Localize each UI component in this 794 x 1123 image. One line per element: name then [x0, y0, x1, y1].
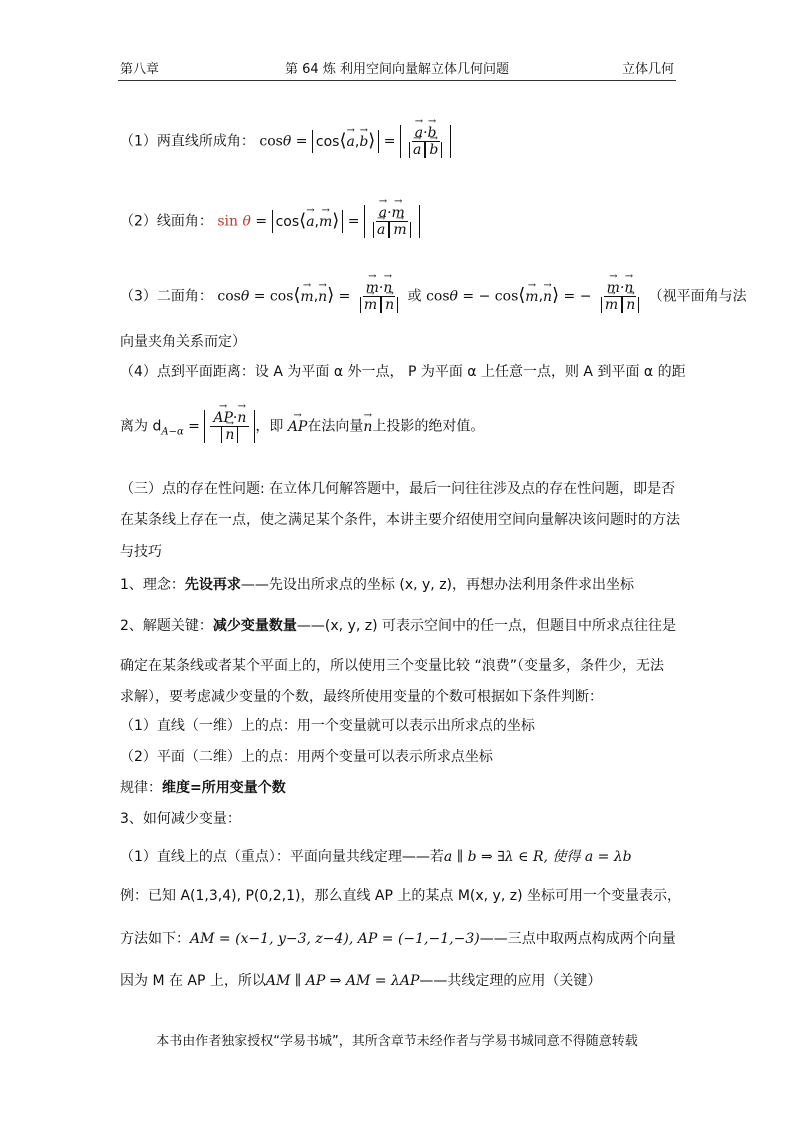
dihedral-note-cont: 向量夹角关系而定） [120, 334, 246, 350]
dihedral-label: （3）二面角： [120, 288, 213, 305]
distance-mid: ，即 [255, 418, 284, 435]
step3-item-1 [120, 846, 632, 868]
step2-cont-1: 确定在某条线或者某个平面上的，所以使用三个变量比较 “浪费”（变量多，条件少，无法 [120, 658, 664, 674]
step2-text: ——(x, y, z) 可表示空间中的任一点，但题目中所求点往往是 [296, 618, 677, 634]
step1-text: ——先设出所求点的坐标 (x, y, z)，再想办法利用条件求出坐标 [240, 577, 635, 593]
example2-suffix: ——三点中取两点构成两个向量 [479, 931, 676, 947]
distance-def: （4）点到平面距离：设 A 为平面 α 外一点， P 为平面 α 上任意一点，则 A 到平面 α 的距 [120, 364, 686, 380]
example3-prefix: 因为 M 在 AP 上，所以 [120, 973, 266, 989]
step2-item-2: （2）平面（二维）上的点：用两个变量可以表示所求点坐标 [120, 749, 493, 765]
header-rule [118, 80, 676, 81]
or-word: 或 [407, 288, 422, 305]
step3-item1-text: （1）直线上的点（重点）：平面向量共线定理——若 [120, 849, 444, 865]
formula-distance: 离为 $d_{A-\alpha}$ = → AP·→ n → n ，即 → AP在法向量→ n上投影的绝对值。 [120, 410, 484, 444]
distance-subscript: A−α [161, 426, 184, 438]
distance-label: 离为 d [120, 418, 162, 435]
example3-formula: AM ∥ AP ⇒ AM = λAP [265, 973, 420, 989]
step2-keyword: 减少变量数量 [212, 618, 297, 634]
step2-cont-2: 求解），要考虑减少变量的个数，最终所使用变量的个数可根据如下条件判断： [120, 689, 603, 705]
example-3 [120, 970, 601, 992]
example-2 [120, 928, 676, 950]
example2-prefix: 方法如下： [120, 931, 190, 947]
section3-para-3: 与技巧 [120, 544, 162, 560]
step2-prefix: 2、解题关键： [120, 618, 213, 634]
step-1 [120, 574, 634, 596]
distance-end: 上投影的绝对值。 [372, 418, 485, 435]
step-3: 3、如何减少变量： [120, 811, 241, 827]
section3-para-1: （三）点的存在性问题: 在立体几何解答题中，最后一问往往涉及点的存在性问题，即是否 [120, 481, 676, 497]
example2-formula: AM = (x−1, y−3, z−4), AP = (−1,−1,−3) [190, 931, 480, 947]
formula-dihedral: （3）二面角： cosθ = cos⟨→ m,→ n⟩ = → m·→ n → m→ n 或 cosθ = − cos⟨→ m,→ n⟩ = − → m·→ n → m→ n （视平面角与法 [120, 280, 747, 313]
header-chapter: 第八章 [120, 62, 160, 77]
formula-line-angle: （1）两直线所成角： cosθ = cos⟨→ a,→ b⟩ = → a·→ b → a→ b [120, 125, 451, 158]
step2-item-1: （1）直线（一维）上的点：用一个变量就可以表示出所求点的坐标 [120, 718, 535, 734]
header-title: 第 64 炼 利用空间向量解立体几何问题 [285, 62, 509, 77]
step1-prefix: 1、理念： [120, 577, 185, 593]
copyright-footer: 本书由作者独家授权“学易书城”，其所含章节未经作者与学易书城同意不得随意转载 [156, 1034, 638, 1049]
section3-para-2: 在某条线上存在一点，使之满足某个条件，本讲主要介绍使用空间向量解决该问题时的方法 [120, 512, 680, 528]
collinear-formula: a ∥ b ⇒ ∃λ ∈ R, 使得 a = λb [443, 849, 632, 865]
dihedral-note: （视平面角与法 [648, 288, 747, 305]
rule-line [120, 777, 286, 799]
rule-text: 维度=所用变量个数 [162, 780, 286, 796]
step-2 [120, 615, 676, 637]
formula-line-plane: （2）线面角： sin θ = cos⟨→ a,→ m⟩ = → a·→ m → a→ m [120, 205, 420, 238]
line-plane-label: （2）线面角： [120, 213, 213, 230]
distance-suffix: 在法向量 [307, 418, 364, 435]
header-subject: 立体几何 [621, 62, 674, 77]
step1-keyword: 先设再求 [184, 577, 241, 593]
example-1: 例：已知 A(1,3,4), P(0,2,1)，那么直线 AP 上的某点 M(x, y, z) 坐标可用一个变量表示， [120, 888, 682, 904]
line-angle-label: （1）两直线所成角： [120, 133, 255, 150]
rule-prefix: 规律： [120, 780, 162, 796]
example3-suffix: ——共线定理的应用（关键） [419, 973, 602, 989]
